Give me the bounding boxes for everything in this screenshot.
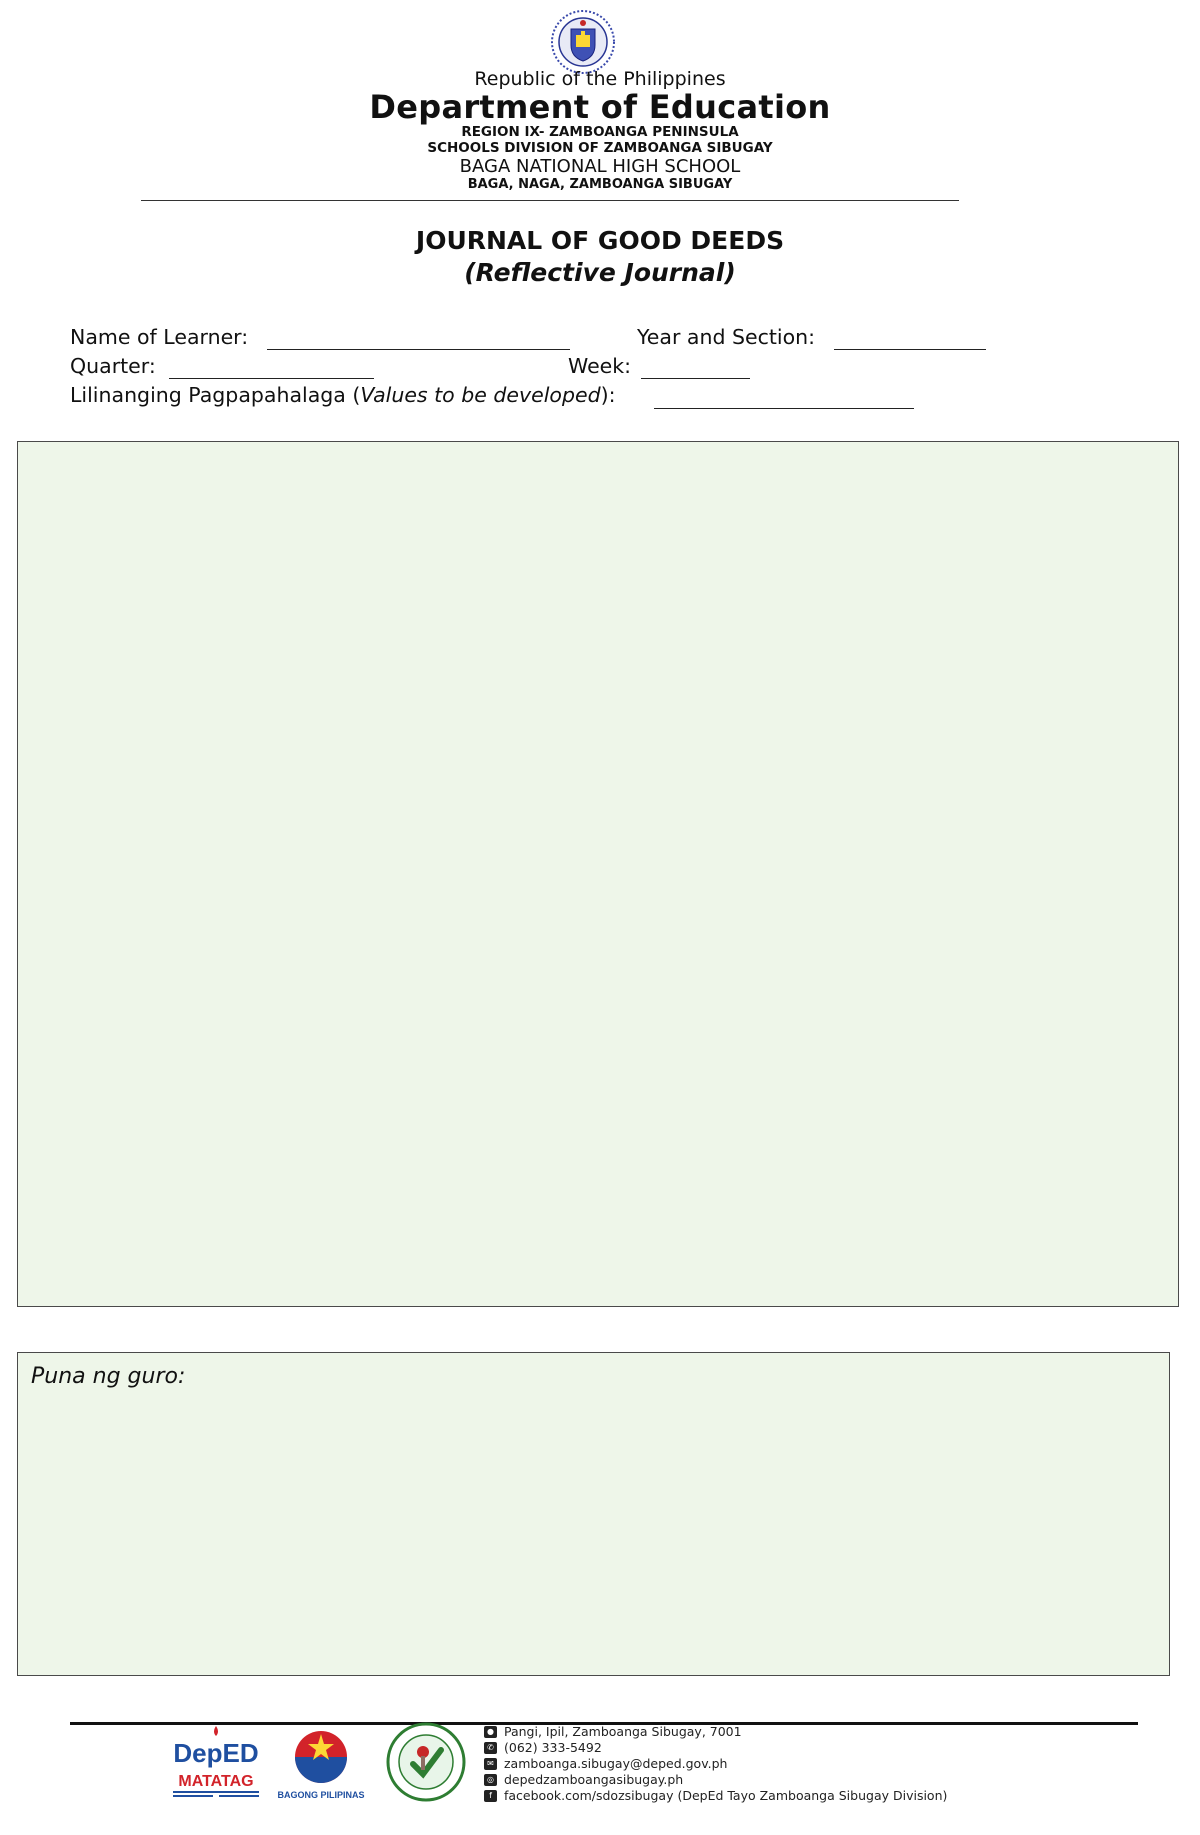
values-label-pre: Lilinanging Pagpapahalaga ( xyxy=(70,383,361,407)
values-label-em: Values to be developed xyxy=(360,383,601,407)
deped-logo-text: DepED xyxy=(173,1738,259,1768)
republic-heading: Republic of the Philippines xyxy=(474,68,726,90)
quarter-blank[interactable] xyxy=(169,378,374,379)
name-label: Name of Learner: xyxy=(70,325,249,349)
journal-entry-box[interactable] xyxy=(17,441,1179,1307)
contact-phone-row xyxy=(484,1740,947,1756)
email-icon: ✉ xyxy=(484,1758,497,1770)
values-label xyxy=(70,383,616,407)
teacher-remarks-label: Puna ng guro: xyxy=(31,1364,186,1389)
header-divider xyxy=(141,200,959,201)
globe-icon: ◎ xyxy=(484,1774,497,1786)
deped-matatag-logo xyxy=(170,1724,262,1802)
phone-icon: ✆ xyxy=(484,1742,497,1754)
week-blank[interactable] xyxy=(641,378,750,379)
contact-address-row xyxy=(484,1724,947,1740)
facebook-icon: f xyxy=(484,1790,497,1802)
document-subtitle: (Reflective Journal) xyxy=(464,258,736,287)
values-blank[interactable] xyxy=(654,408,914,409)
values-label-post: ): xyxy=(600,383,616,407)
contact-website-row[interactable] xyxy=(484,1772,947,1788)
location-pin-icon: ● xyxy=(484,1726,497,1738)
contact-email-row[interactable] xyxy=(484,1756,947,1772)
year-section-label: Year and Section: xyxy=(637,325,816,349)
region-heading: REGION IX- ZAMBOANGA PENINSULA xyxy=(461,124,739,140)
school-address: BAGA, NAGA, ZAMBOANGA SIBUGAY xyxy=(467,177,733,192)
contact-info xyxy=(484,1724,947,1804)
school-heading: BAGA NATIONAL HIGH SCHOOL xyxy=(459,156,741,177)
bagong-pilipinas-text: BAGONG PILIPINAS xyxy=(277,1790,365,1800)
quarter-label: Quarter: xyxy=(70,354,156,378)
teacher-remarks-box[interactable] xyxy=(17,1352,1170,1676)
division-heading: SCHOOLS DIVISION OF ZAMBOANGA SIBUGAY xyxy=(427,140,773,156)
deped-seal-logo xyxy=(550,9,616,75)
contact-address: Pangi, Ipil, Zamboanga Sibugay, 7001 xyxy=(504,1724,742,1739)
contact-website[interactable]: depedzamboangasibugay.ph xyxy=(504,1772,684,1787)
week-label: Week: xyxy=(568,354,632,378)
contact-facebook[interactable]: facebook.com/sdozsibugay (DepEd Tayo Zamboanga Sibugay Division) xyxy=(504,1788,948,1803)
year-section-blank[interactable] xyxy=(834,349,986,350)
division-seal-logo xyxy=(383,1722,469,1802)
document-title: JOURNAL OF GOOD DEEDS xyxy=(415,226,785,255)
matatag-logo-text: MATATAG xyxy=(178,1773,254,1790)
department-heading: Department of Education xyxy=(369,88,831,126)
contact-facebook-row[interactable] xyxy=(484,1788,947,1804)
contact-phone: (062) 333-5492 xyxy=(504,1740,602,1755)
contact-email[interactable]: zamboanga.sibugay@deped.gov.ph xyxy=(504,1756,728,1771)
bagong-pilipinas-logo xyxy=(275,1724,367,1802)
name-blank[interactable] xyxy=(267,349,570,350)
